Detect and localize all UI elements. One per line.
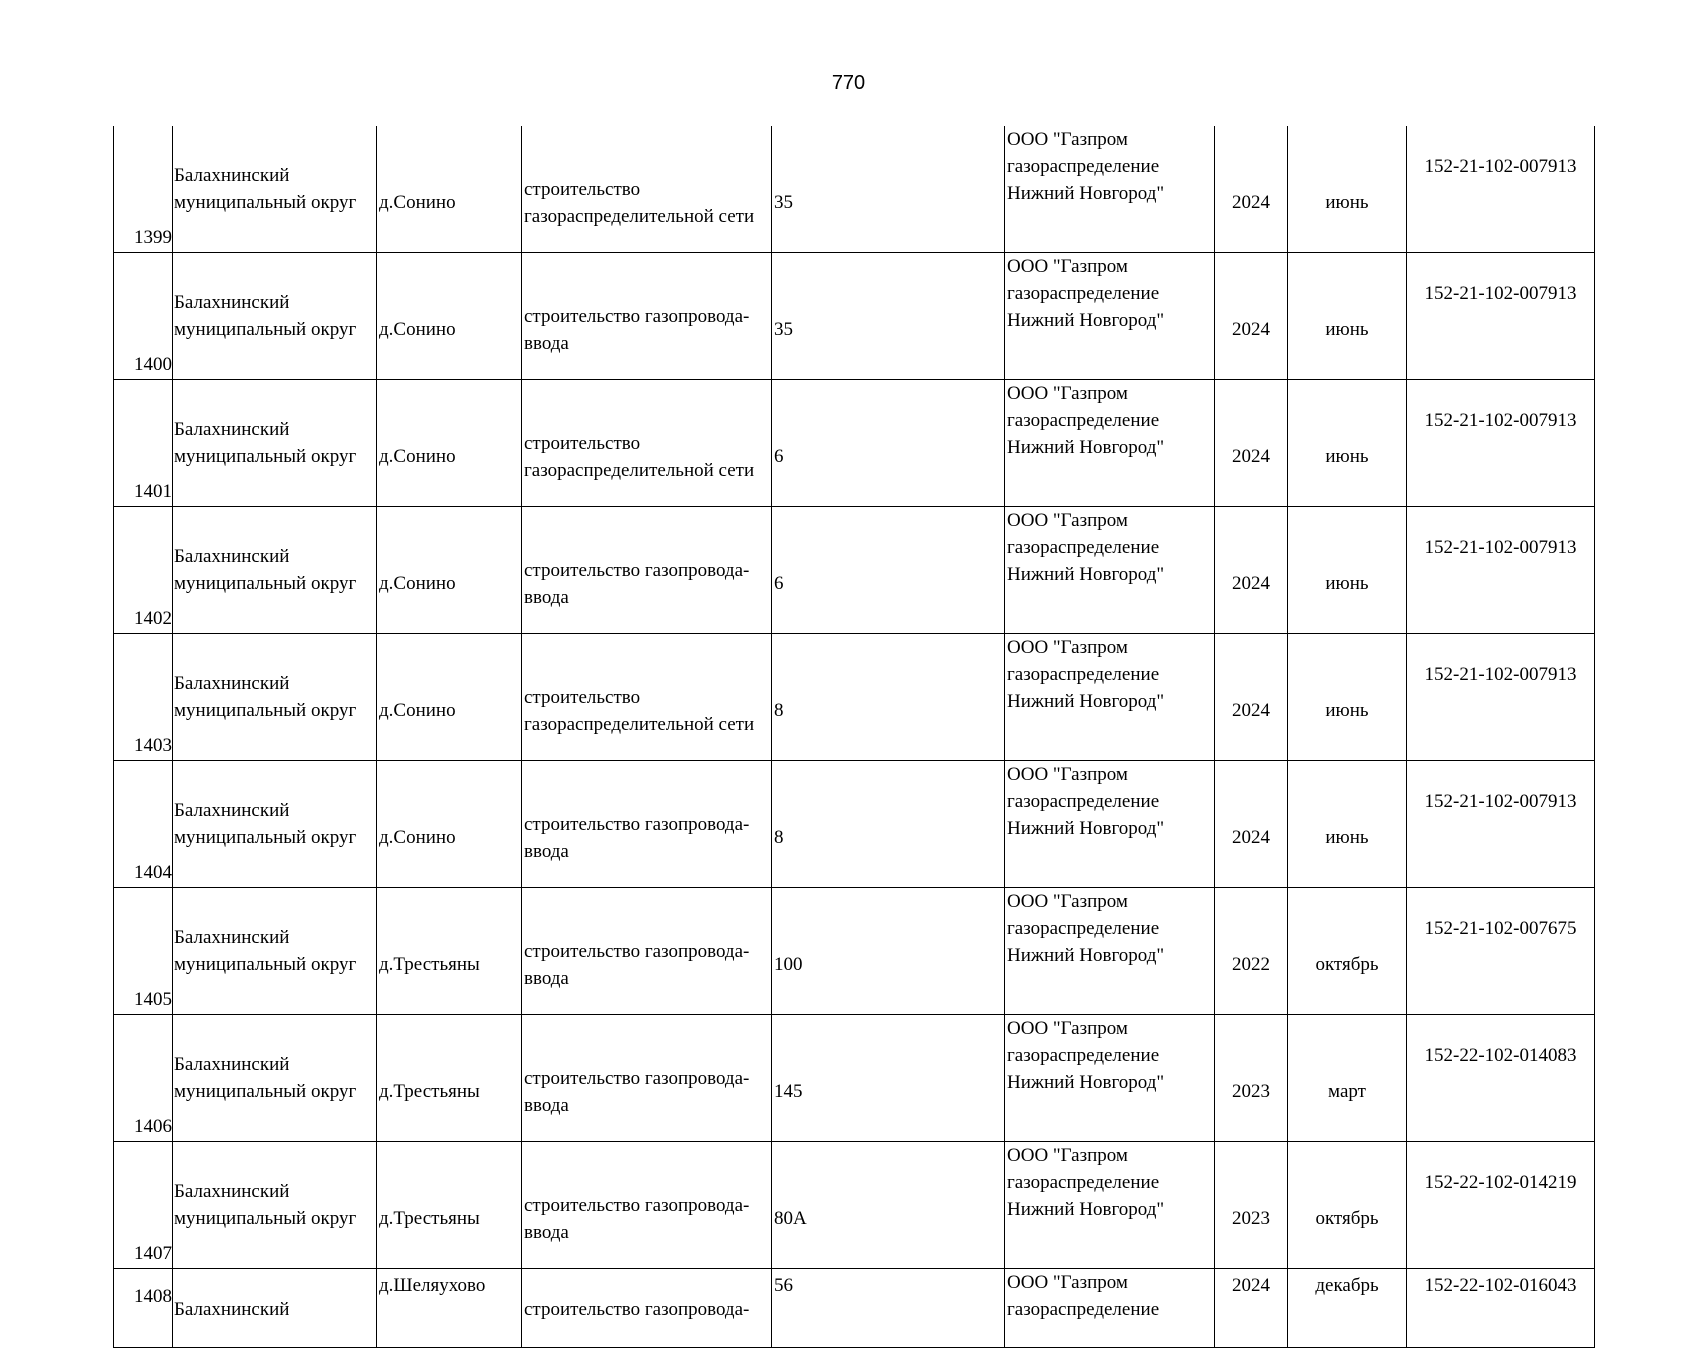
district-cell	[173, 888, 377, 1015]
house-number-cell-text: 80А	[774, 1208, 807, 1229]
house-number-cell-text: 145	[774, 1081, 803, 1102]
settlement-cell	[377, 761, 522, 888]
code-cell-text: 152-22-102-014083	[1424, 1045, 1577, 1066]
organization-cell	[1005, 1142, 1215, 1269]
house-number-cell	[772, 761, 1005, 888]
month-cell-text: октябрь	[1315, 1208, 1379, 1229]
code-cell-text: 152-21-102-007913	[1424, 537, 1577, 558]
code-cell-text: 152-21-102-007913	[1424, 410, 1577, 431]
row-number-text: 1402	[134, 608, 172, 629]
year-cell	[1215, 1015, 1288, 1142]
district-cell-text: Балахнинский муниципальный округ	[174, 419, 357, 467]
organization-cell-text: ООО "Газпром газораспределение Нижний Новгород"	[1007, 637, 1165, 712]
settlement-cell-text: д.Шеляухово	[379, 1275, 486, 1296]
organization-cell	[1005, 380, 1215, 507]
year-cell-text: 2024	[1232, 192, 1270, 213]
settlement-cell-text: д.Трестьяны	[379, 1208, 480, 1229]
page-number: 770	[831, 72, 866, 94]
settlement-cell	[377, 1269, 522, 1348]
month-cell-text: июнь	[1325, 573, 1369, 594]
organization-cell	[1005, 126, 1215, 253]
house-number-cell-text: 8	[774, 700, 784, 721]
month-cell-text: июнь	[1325, 319, 1369, 340]
district-cell-text: Балахнинский муниципальный округ	[174, 800, 357, 848]
organization-cell-text: ООО "Газпром газораспределение Нижний Новгород"	[1007, 1018, 1165, 1093]
year-cell	[1215, 253, 1288, 380]
month-cell	[1288, 253, 1407, 380]
table-row	[114, 1015, 1595, 1142]
work-type-cell-text: строительство газопровода- ввода	[524, 1067, 750, 1116]
month-cell	[1288, 1269, 1407, 1348]
year-cell	[1215, 761, 1288, 888]
code-cell	[1407, 253, 1595, 380]
work-type-cell	[522, 1142, 772, 1269]
row-number	[114, 1142, 173, 1269]
row-number	[114, 1015, 173, 1142]
row-number	[114, 1269, 173, 1348]
table-row	[114, 126, 1595, 253]
year-cell-text: 2024	[1232, 827, 1270, 848]
month-cell-text: июнь	[1325, 827, 1369, 848]
work-type-cell	[522, 507, 772, 634]
organization-cell-text: ООО "Газпром газораспределение Нижний Новгород"	[1007, 1145, 1165, 1220]
year-cell-text: 2023	[1232, 1208, 1270, 1229]
row-number-text: 1404	[134, 862, 172, 883]
organization-cell-text: ООО "Газпром газораспределение Нижний Новгород"	[1007, 256, 1165, 331]
house-number-cell	[772, 1015, 1005, 1142]
row-number-text: 1401	[134, 481, 172, 502]
work-type-cell-text: строительство газопровода-	[524, 1299, 750, 1320]
district-cell-text: Балахнинский муниципальный округ	[174, 292, 357, 340]
work-type-cell-text: строительство газораспределительной сети	[524, 178, 755, 227]
month-cell	[1288, 126, 1407, 253]
year-cell-text: 2024	[1232, 319, 1270, 340]
table-row	[114, 1269, 1595, 1348]
house-number-cell-text: 8	[774, 827, 784, 848]
month-cell-text: март	[1328, 1081, 1366, 1102]
row-number	[114, 380, 173, 507]
district-cell-text: Балахнинский муниципальный округ	[174, 673, 357, 721]
settlement-cell	[377, 380, 522, 507]
month-cell	[1288, 507, 1407, 634]
district-cell	[173, 380, 377, 507]
code-cell-text: 152-21-102-007913	[1424, 156, 1577, 177]
settlement-cell-text: д.Сонино	[379, 827, 456, 848]
work-type-cell-text: строительство газопровода- ввода	[524, 813, 750, 862]
year-cell-text: 2024	[1232, 1275, 1270, 1296]
settlement-cell	[377, 253, 522, 380]
year-cell-text: 2024	[1232, 573, 1270, 594]
organization-cell	[1005, 1269, 1215, 1348]
district-cell	[173, 126, 377, 253]
work-type-cell	[522, 634, 772, 761]
year-cell	[1215, 1142, 1288, 1269]
row-number-text: 1403	[134, 735, 172, 756]
gasification-registry-table	[113, 126, 1595, 1348]
district-cell	[173, 507, 377, 634]
house-number-cell	[772, 253, 1005, 380]
row-number	[114, 634, 173, 761]
row-number	[114, 761, 173, 888]
work-type-cell	[522, 126, 772, 253]
table-row	[114, 253, 1595, 380]
house-number-cell	[772, 126, 1005, 253]
year-cell	[1215, 380, 1288, 507]
row-number-text: 1399	[134, 227, 172, 248]
month-cell	[1288, 761, 1407, 888]
work-type-cell-text: строительство газораспределительной сети	[524, 432, 755, 481]
row-number	[114, 888, 173, 1015]
settlement-cell-text: д.Сонино	[379, 192, 456, 213]
code-cell	[1407, 634, 1595, 761]
house-number-cell	[772, 1269, 1005, 1348]
year-cell	[1215, 507, 1288, 634]
year-cell	[1215, 634, 1288, 761]
organization-cell	[1005, 1015, 1215, 1142]
month-cell-text: октябрь	[1315, 954, 1379, 975]
organization-cell-text: ООО "Газпром газораспределение	[1007, 1272, 1160, 1320]
organization-cell-text: ООО "Газпром газораспределение Нижний Новгород"	[1007, 510, 1165, 585]
settlement-cell-text: д.Сонино	[379, 700, 456, 721]
code-cell-text: 152-21-102-007675	[1424, 918, 1577, 939]
work-type-cell	[522, 761, 772, 888]
district-cell	[173, 1142, 377, 1269]
code-cell	[1407, 380, 1595, 507]
table-row	[114, 634, 1595, 761]
code-cell	[1407, 888, 1595, 1015]
house-number-cell	[772, 888, 1005, 1015]
settlement-cell-text: д.Трестьяны	[379, 1081, 480, 1102]
district-cell	[173, 253, 377, 380]
settlement-cell-text: д.Трестьяны	[379, 954, 480, 975]
row-number-text: 1400	[134, 354, 172, 375]
work-type-cell	[522, 253, 772, 380]
month-cell-text: декабрь	[1315, 1275, 1379, 1296]
district-cell-text: Балахнинский муниципальный округ	[174, 927, 357, 975]
work-type-cell-text: строительство газопровода- ввода	[524, 940, 750, 989]
month-cell-text: июнь	[1325, 446, 1369, 467]
month-cell	[1288, 634, 1407, 761]
year-cell-text: 2024	[1232, 700, 1270, 721]
house-number-cell	[772, 634, 1005, 761]
district-cell	[173, 761, 377, 888]
work-type-cell-text: строительство газораспределительной сети	[524, 686, 755, 735]
house-number-cell-text: 100	[774, 954, 803, 975]
table-row	[114, 761, 1595, 888]
code-cell	[1407, 1269, 1595, 1348]
code-cell	[1407, 1015, 1595, 1142]
code-cell	[1407, 126, 1595, 253]
house-number-cell-text: 6	[774, 573, 784, 594]
organization-cell-text: ООО "Газпром газораспределение Нижний Новгород"	[1007, 129, 1165, 204]
settlement-cell	[377, 888, 522, 1015]
row-number	[114, 126, 173, 253]
code-cell	[1407, 761, 1595, 888]
month-cell	[1288, 1142, 1407, 1269]
year-cell	[1215, 888, 1288, 1015]
settlement-cell	[377, 634, 522, 761]
month-cell-text: июнь	[1325, 192, 1369, 213]
year-cell	[1215, 1269, 1288, 1348]
work-type-cell-text: строительство газопровода- ввода	[524, 1194, 750, 1243]
year-cell-text: 2023	[1232, 1081, 1270, 1102]
organization-cell	[1005, 761, 1215, 888]
organization-cell-text: ООО "Газпром газораспределение Нижний Новгород"	[1007, 383, 1165, 458]
settlement-cell	[377, 1142, 522, 1269]
code-cell-text: 152-21-102-007913	[1424, 791, 1577, 812]
work-type-cell	[522, 380, 772, 507]
work-type-cell-text: строительство газопровода- ввода	[524, 559, 750, 608]
table-row	[114, 380, 1595, 507]
organization-cell	[1005, 634, 1215, 761]
organization-cell	[1005, 888, 1215, 1015]
district-cell	[173, 634, 377, 761]
table-row	[114, 1142, 1595, 1269]
table-row	[114, 507, 1595, 634]
settlement-cell-text: д.Сонино	[379, 319, 456, 340]
house-number-cell	[772, 1142, 1005, 1269]
work-type-cell	[522, 1015, 772, 1142]
house-number-cell-text: 6	[774, 446, 784, 467]
code-cell-text: 152-22-102-016043	[1424, 1275, 1577, 1296]
year-cell-text: 2022	[1232, 954, 1270, 975]
year-cell-text: 2024	[1232, 446, 1270, 467]
settlement-cell-text: д.Сонино	[379, 573, 456, 594]
district-cell-text: Балахнинский муниципальный округ	[174, 546, 357, 594]
work-type-cell	[522, 888, 772, 1015]
settlement-cell	[377, 126, 522, 253]
organization-cell	[1005, 253, 1215, 380]
code-cell-text: 152-22-102-014219	[1424, 1172, 1577, 1193]
table-row	[114, 888, 1595, 1015]
month-cell	[1288, 380, 1407, 507]
district-cell-text: Балахнинский муниципальный округ	[174, 1054, 357, 1102]
house-number-cell	[772, 380, 1005, 507]
row-number-text: 1407	[134, 1243, 172, 1264]
district-cell-text: Балахнинский муниципальный округ	[174, 1181, 357, 1229]
code-cell-text: 152-21-102-007913	[1424, 664, 1577, 685]
district-cell-text: Балахнинский	[174, 1299, 290, 1320]
work-type-cell-text: строительство газопровода- ввода	[524, 305, 750, 354]
code-cell	[1407, 507, 1595, 634]
row-number-text: 1408	[134, 1286, 172, 1307]
district-cell	[173, 1015, 377, 1142]
house-number-cell-text: 56	[774, 1275, 793, 1296]
district-cell-text: Балахнинский муниципальный округ	[174, 165, 357, 213]
organization-cell-text: ООО "Газпром газораспределение Нижний Новгород"	[1007, 764, 1165, 839]
month-cell-text: июнь	[1325, 700, 1369, 721]
organization-cell-text: ООО "Газпром газораспределение Нижний Новгород"	[1007, 891, 1165, 966]
house-number-cell-text: 35	[774, 319, 793, 340]
house-number-cell-text: 35	[774, 192, 793, 213]
district-cell	[173, 1269, 377, 1348]
month-cell	[1288, 1015, 1407, 1142]
month-cell	[1288, 888, 1407, 1015]
settlement-cell	[377, 507, 522, 634]
settlement-cell-text: д.Сонино	[379, 446, 456, 467]
settlement-cell	[377, 1015, 522, 1142]
row-number	[114, 507, 173, 634]
year-cell	[1215, 126, 1288, 253]
house-number-cell	[772, 507, 1005, 634]
organization-cell	[1005, 507, 1215, 634]
row-number-text: 1406	[134, 1116, 172, 1137]
code-cell	[1407, 1142, 1595, 1269]
code-cell-text: 152-21-102-007913	[1424, 283, 1577, 304]
row-number	[114, 253, 173, 380]
work-type-cell	[522, 1269, 772, 1348]
row-number-text: 1405	[134, 989, 172, 1010]
